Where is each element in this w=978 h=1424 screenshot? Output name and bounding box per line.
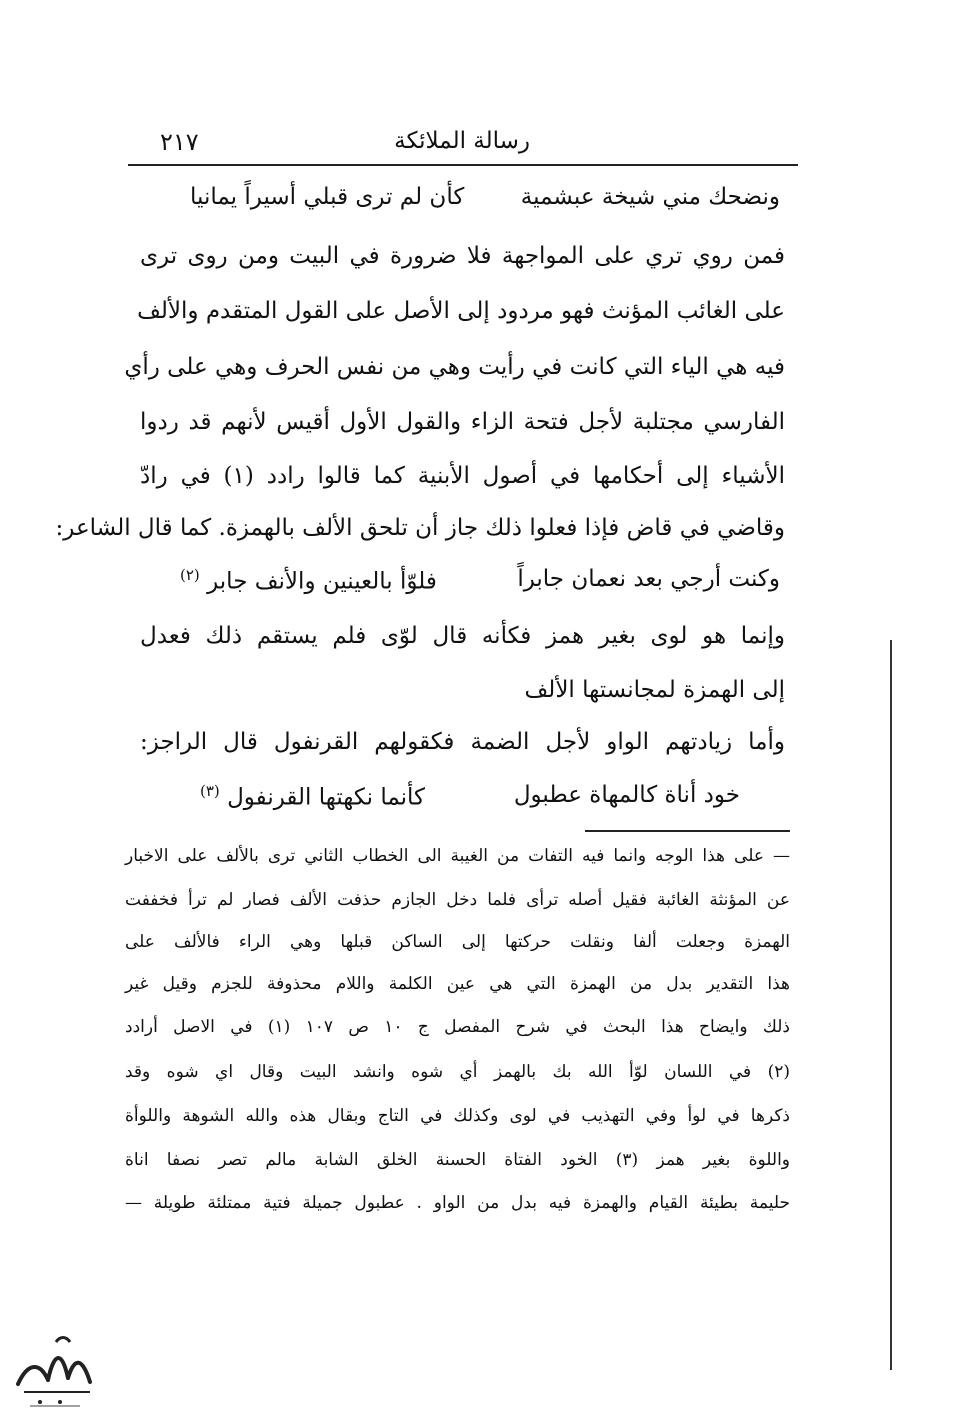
verse-line [150,184,780,224]
body-line: إلى الهمزة لمجانستها الألف [524,677,785,703]
scan-edge-line [890,640,892,1370]
verse-second-hemistich [200,782,425,811]
footnote-line: ذلك وايضاح هذا البحث في شرح المفصل ج ١٠ ص ١٠٧ (١) في الاصل أرادد [125,1017,790,1037]
footnote-line: الهمزة وجعلت ألفا ونقلت حركتها إلى الساكن قبلها وهي الراء فالألف على [125,932,790,952]
footnote-line: واللوة بغير همز (٣) الخود الفتاة الحسنة الخلق الشابة مالم تصر نصفا اناة [125,1150,791,1170]
verse-second-hemistich [180,566,437,595]
body-line: الفارسي مجتلبة لأجل فتحة الزاء والقول الأول أقيس لأنهم قد ردوا [140,409,785,435]
verse-line [200,782,740,822]
body-line: فيه هي الياء التي كانت في رأيت وهي من نفس الحرف وهي على رأي [124,354,785,380]
footnote-rule [585,830,790,832]
body-line: وأما زيادتهم الواو لأجل الضمة فكقولهم القرنفول قال الراجز: [140,729,785,755]
header-rule [128,164,798,166]
running-title: رسالة الملائكة [394,128,530,154]
body-line: وإنما هو لوى بغير همز فكأنه قال لوّى فلم يستقم ذلك فعدل [140,623,785,649]
footnote-line: ذكرها في لوأ وفي التهذيب في لوى وكذلك في التاج وبقال هذه والله الشوهة واللوأة [125,1106,790,1126]
verse-second-hemistich: كأن لم ترى قبلي أسيراً يمانيا [190,184,465,210]
footnote-line: هذا التقدير بدل من الهمزة التي هي عين الكلمة واللام محذوفة للجزم وقيل غير [125,974,790,994]
footnote-line: عن المؤنثة الغائبة فقيل أصله ترأى فلما دخل الجازم حذفت الألف فصار لم ترأ فخففت [125,890,790,910]
body-line: على الغائب المؤنث فهو مردود إلى الأصل على القول المتقدم والألف [137,298,785,324]
verse-line [150,566,780,606]
publisher-logo [10,1322,100,1412]
verse-first-hemistich: خود أناة كالمهاة عطبول [513,782,740,808]
footnote-marker: (٢) [180,566,200,584]
verse-first-hemistich: ونضحك مني شيخة عبشمية [520,184,780,210]
page-header [130,128,800,162]
body-line: فمن روي تري على المواجهة فلا ضرورة في البيت ومن روى ترى [140,243,785,269]
footnote-line: (٢) في اللسان لوّأ الله بك بالهمز أي شوه وانشد البيت وقال اي شوه وقد [125,1062,790,1082]
body-line: وقاضي في قاض فإذا فعلوا ذلك جاز أن تلحق الألف بالهمزة. كما قال الشاعر: [55,515,785,541]
footnote-line: — على هذا الوجه وانما فيه التفات من الغيبة الى الخطاب الثاني ترى بالألف على الاخبار [125,846,790,866]
verse-second-text: كأنما نكهتها القرنفول [227,784,425,811]
footnote-marker: (٣) [200,782,220,800]
body-line: الأشياء إلى أحكامها في أصول الأبنية كما قالوا رادد (١) في رادّ [140,463,786,489]
verse-first-hemistich: وكنت أرجي بعد نعمان جابراً [517,566,780,592]
verse-second-text: فلوّأ بالعينين والأنف جابر [207,568,437,595]
footnote-line: حليمة بطيئة القيام والهمزة فيه بدل من الواو . عطبول جميلة فتية ممتلئة طويلة — [125,1193,790,1213]
page-number: ٢١٧ [160,128,199,156]
